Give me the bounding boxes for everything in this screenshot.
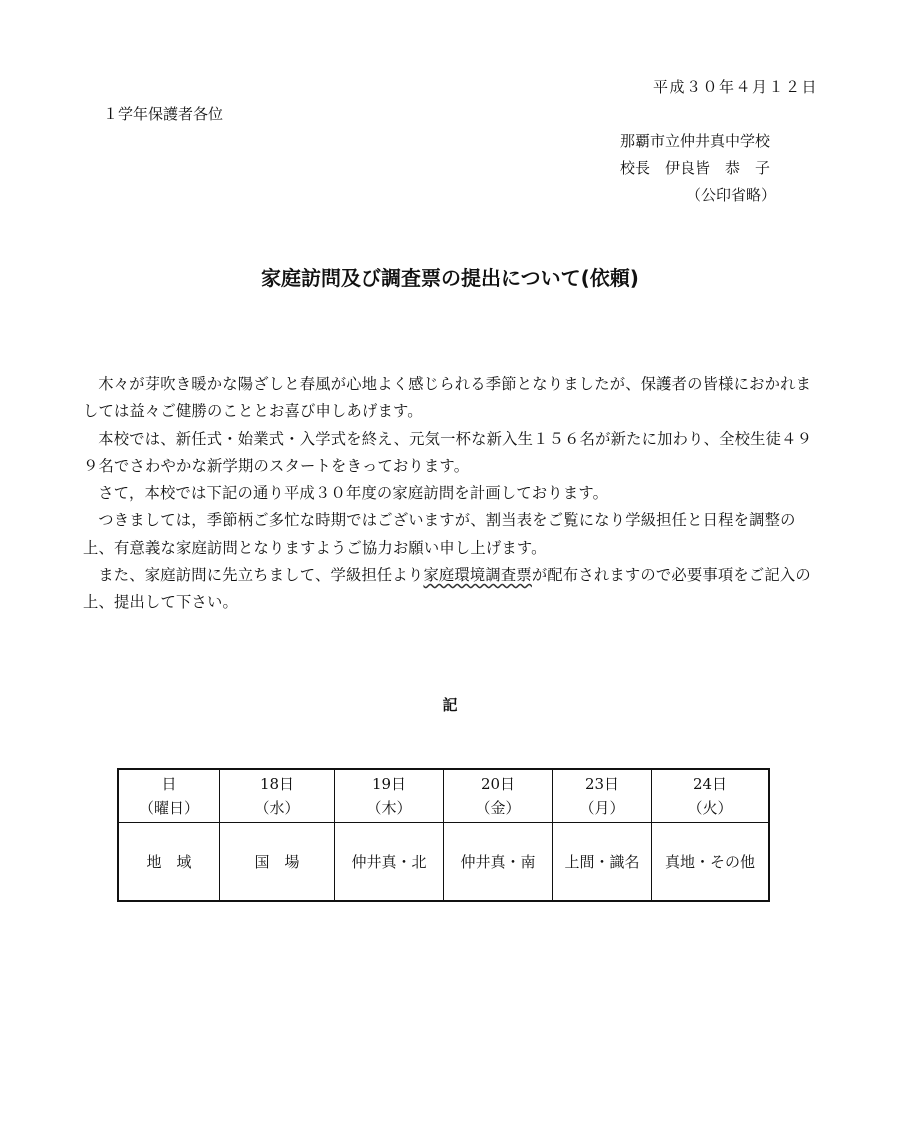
- date-label: 日: [161, 775, 177, 793]
- area-cell: 真地・その他: [652, 823, 770, 902]
- visit-schedule-table: [117, 768, 770, 902]
- document-date: 平成３０年４月１２日: [652, 78, 818, 96]
- recipient: １学年保護者各位: [103, 105, 224, 123]
- day-label: 20日: [480, 775, 516, 793]
- seal-note: （公印省略）: [686, 186, 777, 204]
- weekday-label: （曜日）: [138, 799, 199, 817]
- table-row: [118, 769, 769, 823]
- day-label: 19日: [371, 775, 407, 793]
- area-cell: 仲井真・南: [444, 823, 553, 902]
- ki-heading: 記: [442, 696, 458, 714]
- survey-form-name: 家庭環境調査票: [423, 566, 532, 585]
- weekday-value: （水）: [254, 799, 300, 817]
- paragraph-greeting: 木々が芽吹き暖かな陽ざしと春風が心地よく感じられる季節となりましたが、保護者の皆様におかれましては益々ご健勝のこととお喜び申しあげます。: [83, 375, 812, 421]
- day-label: 18日: [259, 775, 295, 793]
- header-cell-day: [652, 769, 770, 823]
- school-name: 那覇市立仲井真中学校: [620, 132, 771, 150]
- header-cell-day: [335, 769, 444, 823]
- paragraph-request: つきましては，季節柄ご多忙な時期ではございますが、割当表をご覧になり学級担任と日程を調整の上、有意義な家庭訪問となりますようご協力お願い申し上げます。: [83, 511, 796, 557]
- weekday-value: （木）: [366, 799, 412, 817]
- document-title: 家庭訪問及び調査票の提出について(依頼): [261, 266, 639, 290]
- weekday-value: （火）: [687, 799, 733, 817]
- paragraph-survey: [83, 562, 823, 617]
- paragraph-school-status: 本校では、新任式・始業式・入学式を終え、元気一杯な新入生１５６名が新たに加わり、全校生徒４９９名でさわやかな新学期のスタートをきっております。: [83, 429, 813, 475]
- survey-text-after: が配布されますので必要事項をご記入の上、提出して下さい。: [83, 566, 811, 612]
- weekday-value: （月）: [579, 799, 625, 817]
- letter-body: [83, 371, 823, 617]
- header-cell-day: [553, 769, 652, 823]
- survey-text-before: また、家庭訪問に先立ちまして、学級担任より: [98, 566, 424, 585]
- header-cell-day: [220, 769, 335, 823]
- day-label: 23日: [584, 775, 620, 793]
- principal-name: 校長 伊良皆 恭 子: [620, 159, 771, 177]
- area-cell: 仲井真・北: [335, 823, 444, 902]
- region-label-cell: 地 域: [118, 823, 220, 902]
- paragraph-plan: さて，本校では下記の通り平成３０年度の家庭訪問を計画しております。: [98, 484, 609, 503]
- sender-block: [620, 128, 776, 209]
- area-cell: 国 場: [220, 823, 335, 902]
- area-cell: 上間・識名: [553, 823, 652, 902]
- table-row: [118, 823, 769, 902]
- header-cell-date-label: [118, 769, 220, 823]
- weekday-value: （金）: [475, 799, 521, 817]
- header-cell-day: [444, 769, 553, 823]
- day-label: 24日: [692, 775, 728, 793]
